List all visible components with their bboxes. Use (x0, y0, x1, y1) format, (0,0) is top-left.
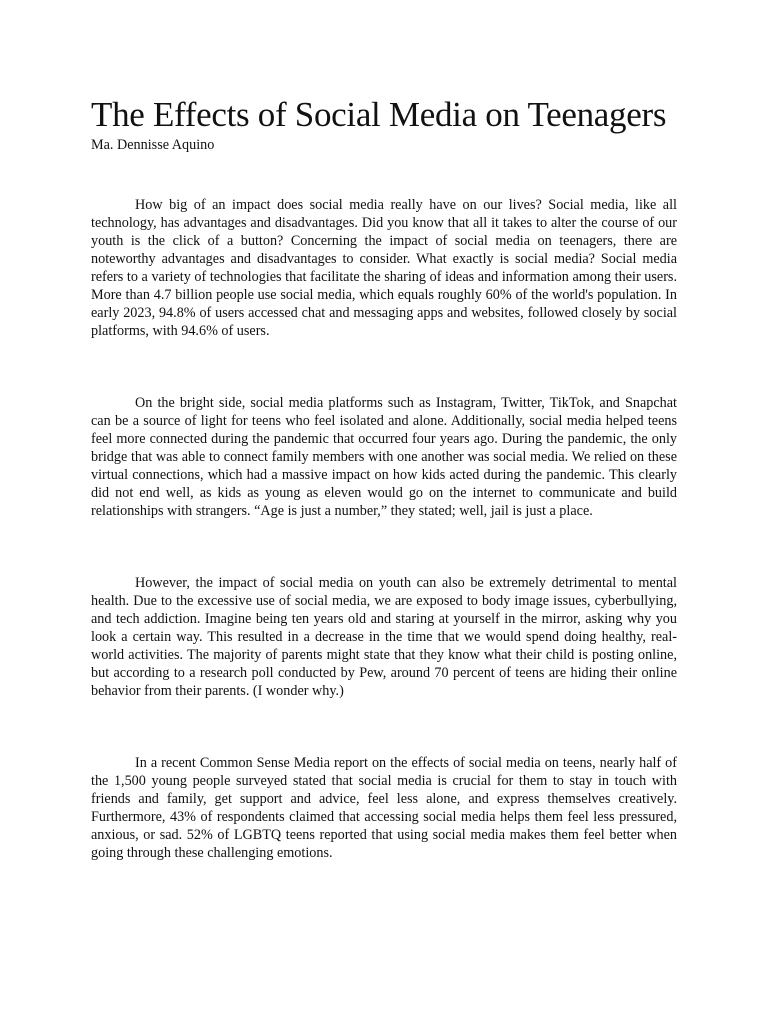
paragraph-report-findings: In a recent Common Sense Media report on the effects of social media on teens, nearly half of the 1,500 young people surveyed stated that social media is crucial for them to stay in touch with friends and family, get support and advice, feel less alone, and express themselves creatively. Furthermore, 43% of respondents claimed that accessing social media helps them feel less pressured, anxious, or sad. 52% of LGBTQ teens reported that using social media makes them feel better when going through these challenging emotions. (91, 755, 677, 861)
author-name: Ma. Dennisse Aquino (91, 137, 215, 153)
paragraph-detriments: However, the impact of social media on youth can also be extremely detrimental to mental health. Due to the excessive use of social media, we are exposed to body image issues, cyberbullying, and tech addiction. Imagine being ten years old and staring at yourself in the mirror, asking why you look a certain way. This resulted in a decrease in the time that we would spend doing healthy, real-world activities. The majority of parents might state that they know what their child is posting online, but according to a research poll conducted by Pew, around 70 percent of teens are hiding their online behavior from their parents. (I wonder why.) (91, 575, 677, 699)
paragraph-introduction: How big of an impact does social media really have on our lives? Social media, like all technology, has advantages and disadvantages. Did you know that all it takes to alter the course of our youth is the click of a button? Concerning the impact of social media on teenagers, there are noteworthy advantages and disadvantages to consider. What exactly is social media? Social media refers to a variety of technologies that facilitate the sharing of ideas and information among their users. More than 4.7 billion people use social media, which equals roughly 60% of the world's population. In early 2023, 94.8% of users accessed chat and messaging apps and websites, followed closely by social platforms, with 94.6% of users. (91, 197, 677, 339)
document-title: The Effects of Social Media on Teenagers (91, 95, 667, 134)
paragraph-benefits: On the bright side, social media platforms such as Instagram, Twitter, TikTok, and Snapchat can be a source of light for teens who feel isolated and alone. Additionally, social media helped teens feel more connected during the pandemic that occurred four years ago. During the pandemic, the only bridge that was able to connect family members with one another was social media. We relied on these virtual connections, which had a massive impact on how kids acted during the pandemic. This clearly did not end well, as kids as young as eleven would go on the internet to communicate and build relationships with strangers. “Age is just a number,” they stated; well, jail is just a place. (91, 395, 677, 519)
document-body (91, 196, 677, 862)
